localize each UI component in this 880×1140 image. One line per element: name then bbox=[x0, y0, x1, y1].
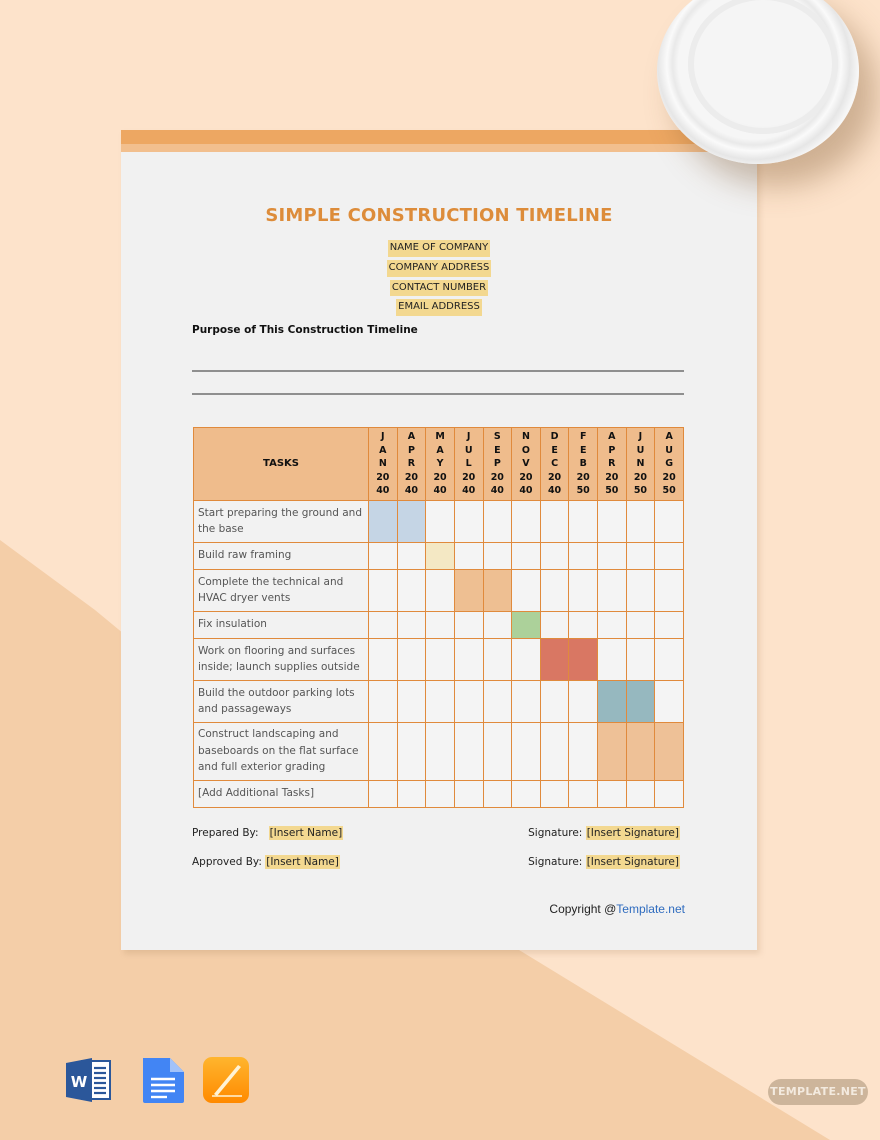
timeline-cell[interactable] bbox=[569, 722, 598, 780]
timeline-cell[interactable] bbox=[655, 611, 684, 638]
timeline-cell[interactable] bbox=[454, 611, 483, 638]
timeline-cell[interactable] bbox=[512, 780, 541, 807]
timeline-cell[interactable] bbox=[397, 722, 426, 780]
timeline-cell[interactable] bbox=[569, 542, 598, 569]
timeline-cell[interactable] bbox=[454, 780, 483, 807]
timeline-cell[interactable] bbox=[454, 680, 483, 722]
company-name-field[interactable]: NAME OF COMPANY bbox=[388, 240, 491, 257]
signature-label: Signature: bbox=[528, 856, 583, 868]
year-part: 20 bbox=[519, 471, 533, 483]
year-part: 20 bbox=[376, 471, 390, 483]
month-letter: A bbox=[379, 444, 387, 456]
month-letter: P bbox=[608, 444, 616, 456]
timeline-cell[interactable] bbox=[655, 780, 684, 807]
timeline-cell[interactable] bbox=[369, 722, 398, 780]
year-part: 20 bbox=[462, 471, 476, 483]
timeline-cell[interactable] bbox=[369, 680, 398, 722]
year-part: 20 bbox=[576, 471, 590, 483]
month-column-header bbox=[397, 428, 426, 501]
table-row bbox=[194, 722, 684, 780]
month-letter: V bbox=[522, 458, 530, 469]
year-part: 20 bbox=[605, 471, 619, 483]
timeline-cell-filled[interactable] bbox=[598, 722, 627, 780]
signature-2 bbox=[528, 856, 680, 868]
timeline-cell[interactable] bbox=[540, 680, 569, 722]
timeline-cell[interactable] bbox=[569, 780, 598, 807]
purpose-line-2[interactable] bbox=[192, 393, 684, 395]
table-row bbox=[194, 569, 684, 611]
month-column-header bbox=[512, 428, 541, 501]
month-letter: N bbox=[378, 458, 387, 469]
timeline-cell[interactable] bbox=[626, 611, 655, 638]
purpose-line-1[interactable] bbox=[192, 370, 684, 372]
timeline-cell[interactable] bbox=[512, 680, 541, 722]
month-letter: A bbox=[436, 444, 444, 456]
year-part: 50 bbox=[633, 485, 648, 496]
year-part: 40 bbox=[547, 485, 562, 496]
year-part: 20 bbox=[547, 471, 562, 483]
task-cell[interactable]: Build raw framing bbox=[194, 542, 369, 569]
month-letter: E bbox=[579, 444, 587, 456]
signature-field-2[interactable]: [Insert Signature] bbox=[586, 856, 679, 868]
company-address-field[interactable]: COMPANY ADDRESS bbox=[387, 260, 492, 277]
timeline-cell[interactable] bbox=[512, 638, 541, 680]
signature-field-1[interactable]: [Insert Signature] bbox=[586, 827, 679, 839]
timeline-cell[interactable] bbox=[454, 542, 483, 569]
timeline-cell[interactable] bbox=[454, 638, 483, 680]
month-letter: O bbox=[521, 444, 530, 456]
year-part: 50 bbox=[662, 485, 676, 496]
year-part: 40 bbox=[490, 485, 504, 496]
month-letter: N bbox=[636, 458, 645, 469]
month-letter: R bbox=[407, 458, 416, 469]
timeline-cell[interactable] bbox=[369, 780, 398, 807]
approved-by-label: Approved By: bbox=[192, 856, 262, 868]
month-letter: U bbox=[636, 444, 645, 456]
timeline-cell-filled[interactable] bbox=[369, 500, 398, 542]
month-letter: Y bbox=[436, 458, 444, 469]
month-column-header bbox=[426, 428, 455, 501]
month-letter: R bbox=[608, 458, 616, 469]
timeline-cell-filled[interactable] bbox=[454, 569, 483, 611]
month-letter: P bbox=[407, 444, 415, 456]
month-letter: P bbox=[493, 458, 501, 469]
timeline-cell[interactable] bbox=[397, 611, 426, 638]
timeline-cell-filled[interactable] bbox=[483, 569, 512, 611]
timeline-cell[interactable] bbox=[540, 500, 569, 542]
coffee-cup-lid-center bbox=[688, 0, 838, 134]
timeline-cell[interactable] bbox=[369, 542, 398, 569]
month-letter: C bbox=[551, 458, 559, 469]
year-part: 40 bbox=[462, 485, 476, 496]
table-row bbox=[194, 500, 684, 542]
year-part: 40 bbox=[433, 485, 447, 496]
month-letter: U bbox=[665, 444, 673, 456]
month-column-header bbox=[598, 428, 627, 501]
month-column-header bbox=[483, 428, 512, 501]
timeline-cell[interactable] bbox=[569, 569, 598, 611]
timeline-cell[interactable] bbox=[512, 569, 541, 611]
timeline-cell[interactable] bbox=[569, 680, 598, 722]
timeline-cell[interactable] bbox=[483, 638, 512, 680]
document-page bbox=[121, 130, 757, 950]
timeline-cell[interactable] bbox=[397, 680, 426, 722]
year-part: 20 bbox=[490, 471, 504, 483]
month-letter: D bbox=[550, 431, 559, 442]
timeline-cell[interactable] bbox=[483, 611, 512, 638]
timeline-cell[interactable] bbox=[626, 780, 655, 807]
timeline-cell[interactable] bbox=[483, 500, 512, 542]
month-letter: E bbox=[551, 444, 558, 456]
month-letter: A bbox=[407, 431, 416, 442]
timeline-cell[interactable] bbox=[540, 569, 569, 611]
month-column-header bbox=[655, 428, 684, 501]
month-column-header bbox=[626, 428, 655, 501]
table-row bbox=[194, 680, 684, 722]
month-letter: L bbox=[465, 458, 472, 469]
timeline-cell-filled[interactable] bbox=[626, 680, 655, 722]
month-letter: G bbox=[665, 458, 674, 469]
year-part: 50 bbox=[576, 485, 590, 496]
table-row bbox=[194, 780, 684, 807]
month-letter: M bbox=[435, 431, 445, 442]
copyright bbox=[549, 902, 685, 916]
month-letter: A bbox=[608, 431, 616, 442]
timeline-cell[interactable] bbox=[426, 569, 455, 611]
year-part: 40 bbox=[404, 485, 419, 496]
task-cell[interactable]: Work on flooring and surfaces inside; launch supplies outside bbox=[194, 638, 369, 680]
month-column-header bbox=[369, 428, 398, 501]
document-title: SIMPLE CONSTRUCTION TIMELINE bbox=[265, 205, 613, 226]
timeline-cell[interactable] bbox=[626, 638, 655, 680]
timeline-cell[interactable] bbox=[454, 500, 483, 542]
timeline-cell[interactable] bbox=[598, 500, 627, 542]
timeline-cell-filled[interactable] bbox=[426, 542, 455, 569]
timeline-cell[interactable] bbox=[655, 638, 684, 680]
svg-text:W: W bbox=[70, 1073, 88, 1091]
month-letter: F bbox=[579, 431, 587, 442]
timeline-cell[interactable] bbox=[655, 500, 684, 542]
task-cell[interactable]: Start preparing the ground and the base bbox=[194, 500, 369, 542]
timeline-cell[interactable] bbox=[569, 611, 598, 638]
task-cell[interactable]: [Add Additional Tasks] bbox=[194, 780, 369, 807]
email-address-field[interactable]: EMAIL ADDRESS bbox=[396, 299, 482, 316]
timeline-cell-filled[interactable] bbox=[569, 638, 598, 680]
year-part: 40 bbox=[376, 485, 390, 496]
timeline-cell[interactable] bbox=[655, 542, 684, 569]
signature-1 bbox=[528, 827, 680, 839]
google-docs-icon[interactable] bbox=[140, 1056, 188, 1104]
timeline-cell-filled[interactable] bbox=[655, 722, 684, 780]
timeline-cell[interactable] bbox=[512, 542, 541, 569]
timeline-cell[interactable] bbox=[483, 722, 512, 780]
top-band bbox=[121, 130, 757, 144]
timeline-cell[interactable] bbox=[626, 500, 655, 542]
timeline-cell[interactable] bbox=[426, 500, 455, 542]
timeline-cell[interactable] bbox=[598, 780, 627, 807]
timeline-cell[interactable] bbox=[483, 680, 512, 722]
prepared-by bbox=[192, 827, 343, 839]
month-letter: E bbox=[494, 444, 501, 456]
timeline-cell[interactable] bbox=[483, 542, 512, 569]
month-letter: J bbox=[381, 431, 385, 442]
timeline-cell[interactable] bbox=[397, 569, 426, 611]
prepared-by-label: Prepared By: bbox=[192, 827, 259, 839]
timeline-cell[interactable] bbox=[397, 542, 426, 569]
approved-by-name-field[interactable]: [Insert Name] bbox=[266, 856, 339, 868]
timeline-cell[interactable] bbox=[569, 500, 598, 542]
prepared-by-name-field[interactable]: [Insert Name] bbox=[269, 827, 343, 839]
timeline-cell[interactable] bbox=[512, 500, 541, 542]
table-row bbox=[194, 638, 684, 680]
timeline-cell[interactable] bbox=[655, 680, 684, 722]
timeline-table bbox=[193, 427, 684, 808]
timeline-cell[interactable] bbox=[540, 611, 569, 638]
timeline-cell[interactable] bbox=[426, 780, 455, 807]
timeline-cell[interactable] bbox=[426, 680, 455, 722]
timeline-cell[interactable] bbox=[369, 611, 398, 638]
timeline-cell[interactable] bbox=[626, 542, 655, 569]
table-row bbox=[194, 611, 684, 638]
month-letter: U bbox=[464, 444, 473, 456]
month-column-header bbox=[454, 428, 483, 501]
year-part: 20 bbox=[404, 471, 419, 483]
year-part: 20 bbox=[433, 471, 447, 483]
template-net-link[interactable]: Template.net bbox=[616, 902, 685, 916]
timeline-cell-filled[interactable] bbox=[512, 611, 541, 638]
month-column-header bbox=[569, 428, 598, 501]
copyright-text: Copyright @ bbox=[549, 902, 617, 916]
month-letter: N bbox=[521, 431, 530, 442]
year-part: 50 bbox=[605, 485, 619, 496]
month-letter: S bbox=[493, 431, 501, 442]
timeline-header-row bbox=[194, 428, 684, 501]
timeline-cell[interactable] bbox=[512, 722, 541, 780]
timeline-cell[interactable] bbox=[598, 542, 627, 569]
timeline-cell[interactable] bbox=[483, 780, 512, 807]
year-part: 20 bbox=[633, 471, 648, 483]
month-letter: A bbox=[665, 431, 673, 442]
company-info bbox=[121, 237, 757, 316]
task-cell[interactable]: Construct landscaping and baseboards on the flat surface and full exterior grading bbox=[194, 722, 369, 780]
approved-by bbox=[192, 856, 340, 868]
top-band-light bbox=[121, 144, 757, 152]
timeline-cell[interactable] bbox=[540, 722, 569, 780]
tasks-column-header: TASKS bbox=[194, 428, 369, 501]
purpose-label: Purpose of This Construction Timeline bbox=[192, 324, 418, 336]
year-part: 20 bbox=[662, 471, 676, 483]
task-cell[interactable]: Build the outdoor parking lots and passageways bbox=[194, 680, 369, 722]
month-column-header bbox=[540, 428, 569, 501]
signature-label: Signature: bbox=[528, 827, 583, 839]
month-letter: J bbox=[638, 431, 643, 442]
contact-number-field[interactable]: CONTACT NUMBER bbox=[390, 280, 488, 297]
task-cell[interactable]: Complete the technical and HVAC dryer vents bbox=[194, 569, 369, 611]
timeline-cell[interactable] bbox=[626, 569, 655, 611]
timeline-cell[interactable] bbox=[540, 542, 569, 569]
timeline-cell[interactable] bbox=[598, 638, 627, 680]
timeline-cell[interactable] bbox=[397, 780, 426, 807]
word-icon[interactable] bbox=[64, 1056, 112, 1104]
timeline-cell[interactable] bbox=[598, 569, 627, 611]
timeline-cell[interactable] bbox=[540, 780, 569, 807]
timeline-cell[interactable] bbox=[426, 611, 455, 638]
timeline-cell[interactable] bbox=[397, 638, 426, 680]
timeline-cell[interactable] bbox=[369, 638, 398, 680]
task-cell[interactable]: Fix insulation bbox=[194, 611, 369, 638]
timeline-cell[interactable] bbox=[655, 569, 684, 611]
month-letter: J bbox=[466, 431, 471, 442]
template-net-watermark: TEMPLATE.NET bbox=[768, 1079, 868, 1105]
timeline-cell-filled[interactable] bbox=[397, 500, 426, 542]
year-part: 40 bbox=[519, 485, 533, 496]
pages-icon[interactable] bbox=[202, 1056, 250, 1104]
timeline-cell-filled[interactable] bbox=[626, 722, 655, 780]
timeline-cell[interactable] bbox=[598, 611, 627, 638]
table-row bbox=[194, 542, 684, 569]
timeline-cell[interactable] bbox=[426, 638, 455, 680]
timeline-cell[interactable] bbox=[426, 722, 455, 780]
timeline-cell-filled[interactable] bbox=[598, 680, 627, 722]
month-letter: B bbox=[579, 458, 587, 469]
timeline-cell-filled[interactable] bbox=[540, 638, 569, 680]
timeline-cell[interactable] bbox=[454, 722, 483, 780]
timeline-cell[interactable] bbox=[369, 569, 398, 611]
